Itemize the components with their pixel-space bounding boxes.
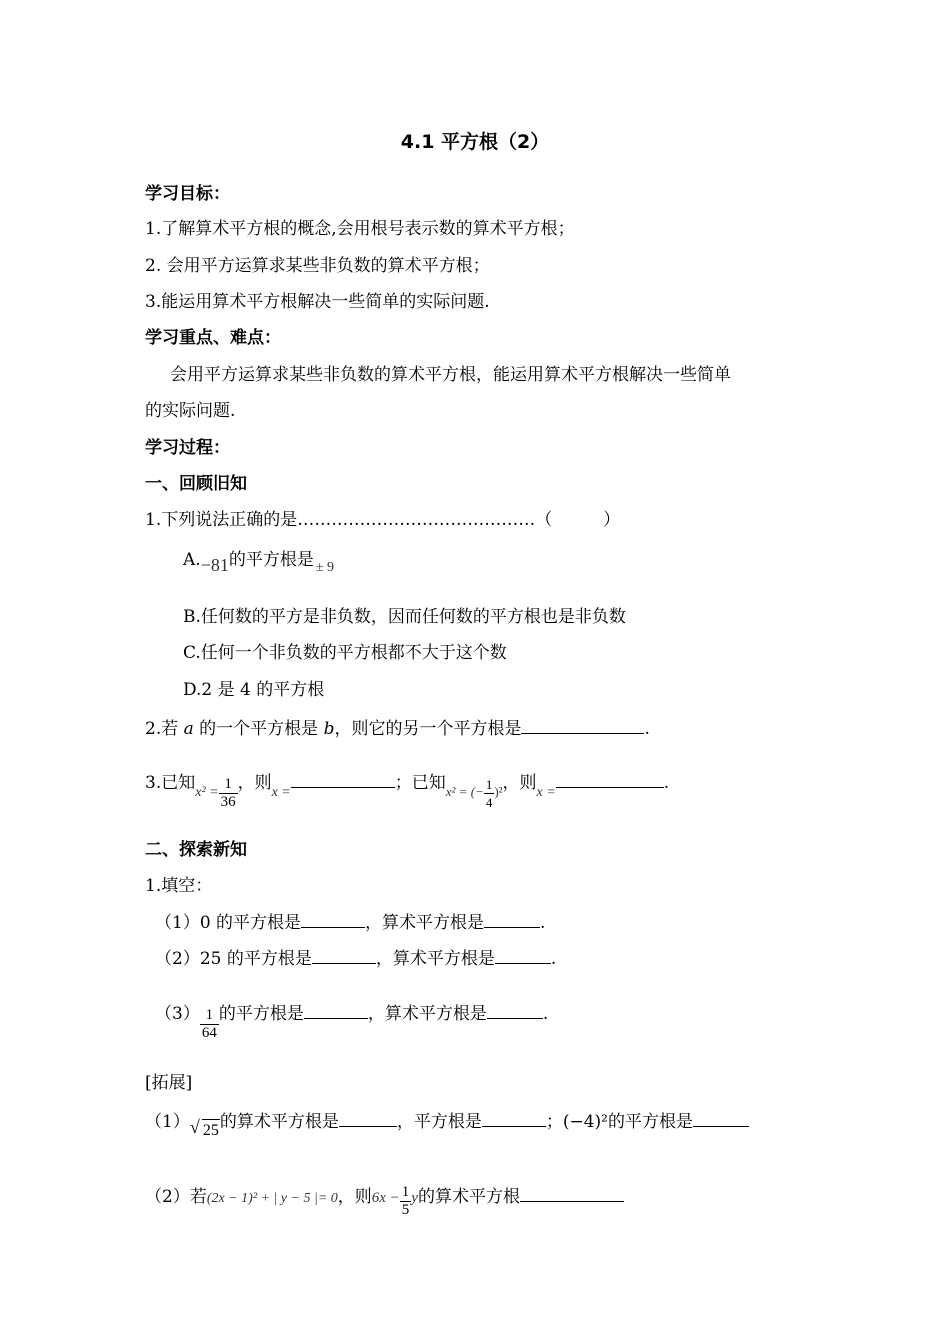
answer-blank[interactable] (304, 1002, 368, 1019)
fraction (200, 1007, 219, 1042)
answer-blank[interactable] (339, 1110, 397, 1127)
goals-heading: 学习目标： (145, 184, 230, 204)
option-a-expr2: ± 9 (315, 560, 335, 575)
ext-text: 的算术平方根是 (219, 1112, 339, 1132)
radical-sign: √ (189, 1117, 200, 1137)
q3-expr: x = (271, 785, 291, 800)
fill-heading: 1.填空： (145, 876, 213, 896)
option-d: D.2 是 4 的平方根 (183, 680, 325, 700)
radicand: 25 (202, 1119, 220, 1142)
ext-text: （1） (145, 1112, 190, 1132)
q2-text: ，则它的另一个平方根是 (334, 719, 522, 739)
keypoints-text: 会用平方运算求某些非负数的算术平方根，能运用算术平方根解决一些简单 (170, 365, 731, 385)
fraction-numerator: 1 (485, 777, 493, 792)
answer-blank[interactable] (520, 1185, 624, 1202)
fraction-denominator: 64 (201, 1025, 217, 1041)
page-title: 4.1 平方根（2） (400, 131, 550, 153)
review-heading: 一、回顾旧知 (145, 474, 247, 494)
fraction (219, 776, 238, 811)
answer-blank[interactable] (312, 947, 376, 964)
process-heading: 学习过程： (145, 438, 230, 458)
q2-var-b: b (323, 719, 335, 739)
answer-blank[interactable] (693, 1110, 749, 1127)
fill-item-3 (155, 997, 549, 1041)
fraction-numerator: 1 (219, 776, 238, 794)
ext-text: ，则 (337, 1187, 372, 1207)
goal-item: 2. 会用平方运算求某些非负数的算术平方根； (145, 256, 490, 276)
ext-text: 的算术平方根 (417, 1187, 520, 1207)
fill-text: ，算术平方根是 (375, 949, 495, 969)
fraction (400, 1184, 412, 1219)
fill-item-1 (155, 911, 545, 934)
fill-text: 的平方根是 (218, 1004, 304, 1024)
option-a-text: 的平方根是 (228, 550, 314, 570)
q3-text: ；已知 (394, 773, 446, 793)
extension-item-2 (145, 1180, 624, 1218)
ext-text: ，平方根是 (396, 1112, 482, 1132)
ext-expr: (2x − 1)² + | y − 5 |= 0 (206, 1191, 338, 1206)
fill-text: （2）25 的平方根是 (155, 949, 312, 969)
extension-item-1 (145, 1110, 749, 1139)
fraction-denominator: 4 (485, 795, 493, 810)
option-a-expr1: −81 (200, 555, 229, 575)
square-root (190, 1119, 220, 1142)
q3-expr: )² (494, 784, 503, 799)
option-b: B.任何数的平方是非负数，因而任何数的平方根也是非负数 (183, 607, 626, 627)
fraction-denominator: 5 (401, 1202, 410, 1218)
question-3 (145, 766, 670, 810)
q2-text: 2.若 (145, 719, 184, 739)
answer-blank[interactable] (482, 1110, 546, 1127)
q2-var-a: a (183, 719, 194, 739)
question-2 (145, 717, 650, 740)
keypoints-heading: 学习重点、难点： (145, 328, 281, 348)
fraction-numerator: 1 (401, 1184, 410, 1200)
fill-end: . (540, 913, 546, 933)
fill-end: . (550, 949, 557, 969)
fill-text: ，算术平方根是 (367, 1004, 487, 1024)
q2-end: . (644, 719, 650, 739)
fill-text: （1）0 的平方根是 (155, 913, 302, 933)
keypoints-text-cont: 的实际问题. (145, 401, 236, 421)
fill-end: . (542, 1004, 549, 1024)
ext-expr: 6x − (371, 1190, 400, 1206)
q3-expr: x² = (− (445, 784, 484, 799)
goal-item: 1.了解算术平方根的概念,会用根号表示数的算术平方根； (145, 219, 575, 239)
answer-blank[interactable] (487, 1002, 543, 1019)
q2-text: 的一个平方根是 (193, 719, 324, 739)
ext-expr: y (411, 1190, 418, 1206)
explore-heading: 二、探索新知 (145, 840, 247, 860)
fraction (484, 776, 495, 811)
fraction-denominator: 36 (220, 794, 236, 810)
fraction-numerator: 1 (200, 1007, 219, 1025)
answer-blank[interactable] (291, 771, 395, 788)
fill-text: ，算术平方根是 (365, 913, 485, 933)
q3-text: 3.已知 (145, 773, 196, 793)
q3-text: ，则 (502, 773, 537, 793)
answer-blank[interactable] (484, 911, 540, 928)
answer-blank[interactable] (521, 717, 644, 734)
q3-expr: x² = (195, 785, 219, 800)
fill-item-2 (155, 947, 556, 970)
ext-text: ；(−4)²的平方根是 (545, 1112, 693, 1132)
q3-text: ，则 (237, 773, 272, 793)
answer-blank[interactable] (301, 911, 365, 928)
q3-expr: x = (536, 785, 556, 800)
goal-item: 3.能运用算术平方根解决一些简单的实际问题. (145, 292, 490, 312)
extension-heading: [拓展] (145, 1073, 193, 1093)
ext-text: （2）若 (145, 1187, 207, 1207)
option-c: C.任何一个非负数的平方根都不大于这个数 (183, 643, 507, 663)
answer-blank[interactable] (495, 947, 551, 964)
option-a (183, 548, 334, 573)
question-1-stem: 1.下列说法正确的是……………………………………（ ） (145, 510, 621, 530)
q3-end: . (663, 773, 670, 793)
answer-blank[interactable] (556, 771, 664, 788)
fill-text: （3） (155, 1004, 200, 1024)
option-a-label: A. (183, 550, 201, 570)
